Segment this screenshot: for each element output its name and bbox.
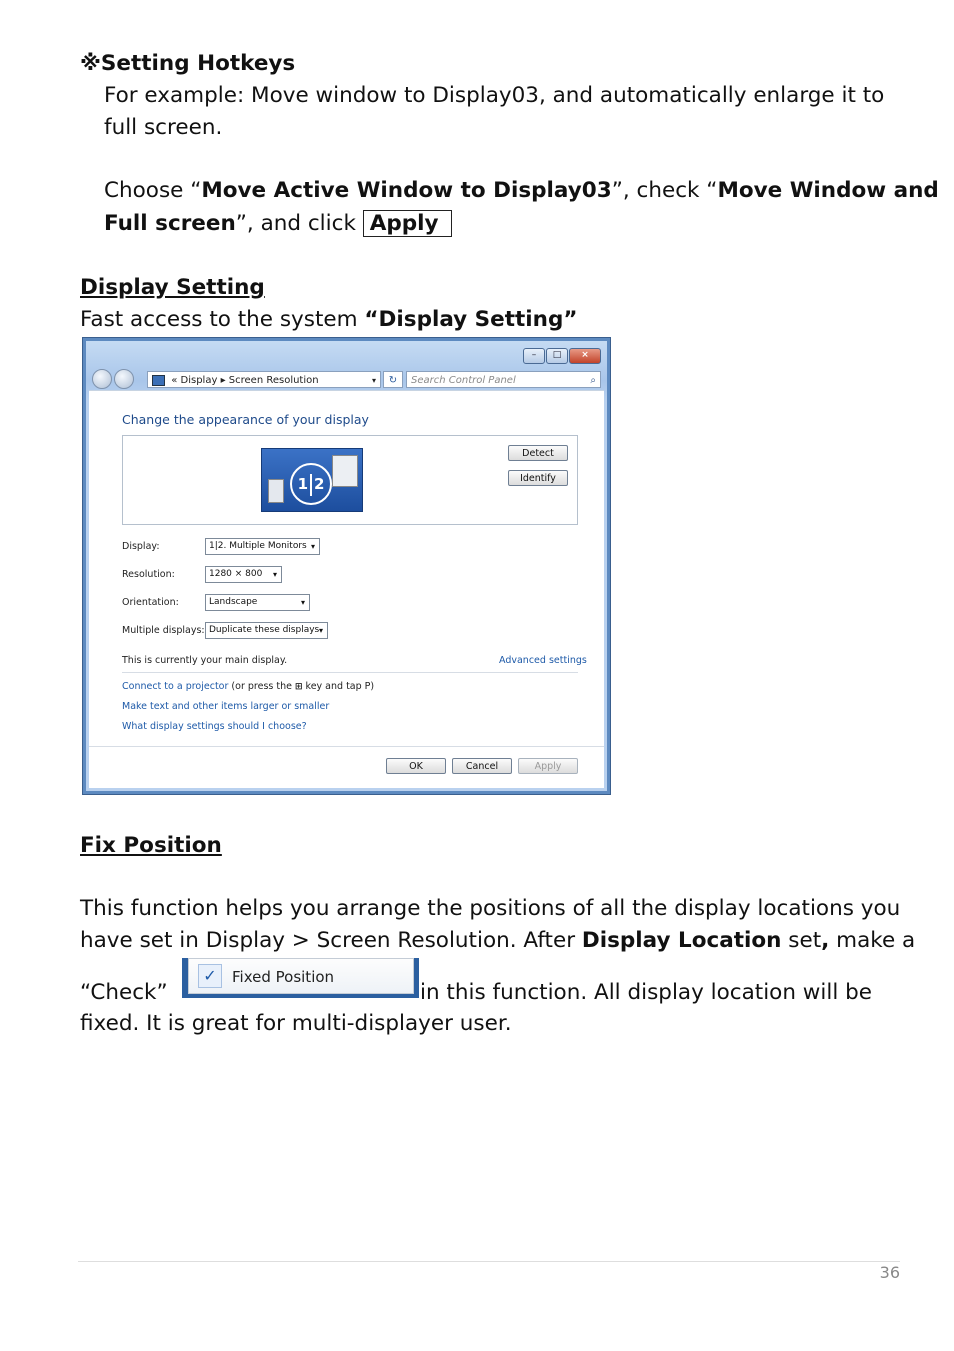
resolution-label: Resolution: — [122, 569, 175, 580]
choose-mid: ”, check “ — [611, 178, 718, 203]
fixed-position-menu-item[interactable] — [188, 958, 414, 994]
monitor-label-2: 2 — [314, 475, 325, 493]
search-placeholder: Search Control Panel — [411, 375, 516, 386]
chevron-down-icon: ▾ — [272, 570, 277, 579]
orientation-label: Orientation: — [122, 597, 179, 608]
choose-prefix: Choose “ — [104, 178, 202, 203]
fixed-position-label: Fixed Position — [232, 968, 335, 986]
display-select[interactable] — [205, 538, 320, 555]
display-setting-desc-bold: “Display Setting” — [364, 307, 578, 332]
back-icon[interactable] — [92, 369, 112, 389]
identify-button[interactable]: Identify — [508, 470, 568, 486]
breadcrumb-chevron: « — [171, 375, 178, 386]
display-setting-heading: Display Setting — [80, 275, 265, 300]
projector-line — [122, 681, 374, 693]
display-setting-desc — [80, 304, 578, 336]
window-heading: Change the appearance of your display — [122, 412, 369, 427]
fix-position-para-line1: This function helps you arrange the positions of all the display locations you — [80, 896, 901, 921]
hotkeys-apply-line — [104, 208, 452, 240]
minimize-icon[interactable]: – — [523, 348, 545, 364]
choose-bold-option: Move Window and — [717, 178, 939, 203]
address-dropdown-icon[interactable]: ▾ — [371, 376, 376, 385]
monitor-arrangement-panel — [122, 435, 578, 525]
projector-note-prefix: (or press the — [231, 681, 295, 692]
resolution-value: 1280 × 800 — [209, 569, 263, 579]
monitor-icon[interactable] — [261, 448, 363, 512]
fix-position-para-line2 — [80, 925, 915, 957]
screen-resolution-window — [82, 337, 611, 795]
hotkeys-heading: ※Setting Hotkeys — [80, 51, 296, 76]
hotkeys-example-line1: For example: Move window to Display03, and automatically enlarge it to — [104, 83, 885, 108]
main-display-note: This is currently your main display. — [122, 655, 288, 666]
hotkeys-example-line2: full screen. — [104, 115, 223, 140]
apply-line-mid: ”, and click — [235, 211, 363, 236]
text-size-link[interactable]: Make text and other items larger or smaller — [122, 701, 330, 712]
chevron-down-icon: ▾ — [300, 598, 305, 607]
fixed-position-checkbox-image — [182, 958, 419, 998]
windows-logo-icon: ⊞ — [294, 682, 303, 692]
display-label: Display: — [122, 541, 160, 552]
help-link[interactable]: What display settings should I choose? — [122, 721, 307, 732]
breadcrumb-screen-resolution[interactable]: Screen Resolution — [228, 375, 319, 386]
resolution-select[interactable] — [205, 566, 282, 583]
multiple-displays-value: Duplicate these displays — [209, 625, 320, 635]
footer-divider — [89, 746, 604, 747]
chevron-down-icon: ▾ — [318, 626, 323, 635]
monitor-divider — [310, 474, 312, 496]
page-number: 36 — [879, 1263, 900, 1282]
hotkeys-choose-line — [104, 175, 939, 207]
para-line2-mid: set — [781, 928, 822, 953]
ok-button[interactable]: OK — [386, 758, 446, 774]
fix-position-para-line4: fixed. It is great for multi-displayer user. — [80, 1011, 512, 1036]
multiple-displays-select[interactable] — [205, 622, 328, 639]
forward-icon[interactable] — [114, 369, 134, 389]
refresh-icon[interactable]: ↻ — [383, 371, 403, 388]
projector-note-suffix: key and tap P) — [302, 681, 375, 692]
monitor-secondary-icon — [268, 479, 284, 503]
display-value: 1|2. Multiple Monitors — [209, 541, 307, 551]
cancel-button[interactable]: Cancel — [452, 758, 512, 774]
close-icon[interactable]: × — [569, 348, 601, 364]
control-panel-icon — [152, 375, 165, 386]
para-line2-prefix: have set in Display > Screen Resolution. After — [80, 928, 582, 953]
address-bar[interactable] — [147, 371, 381, 388]
divider — [122, 672, 578, 673]
orientation-value: Landscape — [209, 597, 258, 607]
monitor-stack-icon — [332, 455, 358, 487]
advanced-settings-link[interactable]: Advanced settings — [499, 655, 587, 666]
display-setting-desc-prefix: Fast access to the system — [80, 307, 365, 332]
multiple-displays-label: Multiple displays: — [122, 625, 205, 636]
display-location-bold: Display Location — [581, 928, 782, 953]
choose-bold-action: Move Active Window to Display03 — [201, 178, 612, 203]
breadcrumb-display[interactable]: Display — [180, 375, 218, 386]
connect-projector-link[interactable]: Connect to a projector — [122, 681, 229, 692]
apply-button-reference: Apply — [363, 210, 452, 237]
monitor-label-1: 1 — [297, 475, 308, 493]
monitor-number-badge — [290, 463, 332, 505]
orientation-select[interactable] — [205, 594, 310, 611]
search-input[interactable] — [406, 371, 601, 388]
fix-position-para-line3: in this function. All display location will be — [420, 980, 873, 1005]
search-icon[interactable]: ⌕ — [590, 375, 596, 386]
maximize-icon[interactable]: □ — [546, 348, 568, 364]
checkmark-icon[interactable]: ✓ — [198, 964, 222, 988]
para-line2-suffix: make a — [829, 928, 916, 953]
breadcrumb-separator-icon: ▸ — [220, 375, 226, 386]
window-frame — [86, 341, 607, 791]
para-line2-comma: , — [821, 928, 830, 953]
detect-button[interactable]: Detect — [508, 445, 568, 461]
apply-button: Apply — [518, 758, 578, 774]
footer-divider-line — [78, 1261, 900, 1262]
check-word: “Check” — [80, 980, 168, 1005]
fix-position-heading: Fix Position — [80, 833, 222, 858]
window-content — [89, 390, 604, 788]
chevron-down-icon: ▾ — [310, 542, 315, 551]
full-screen-bold: Full screen — [104, 211, 236, 236]
